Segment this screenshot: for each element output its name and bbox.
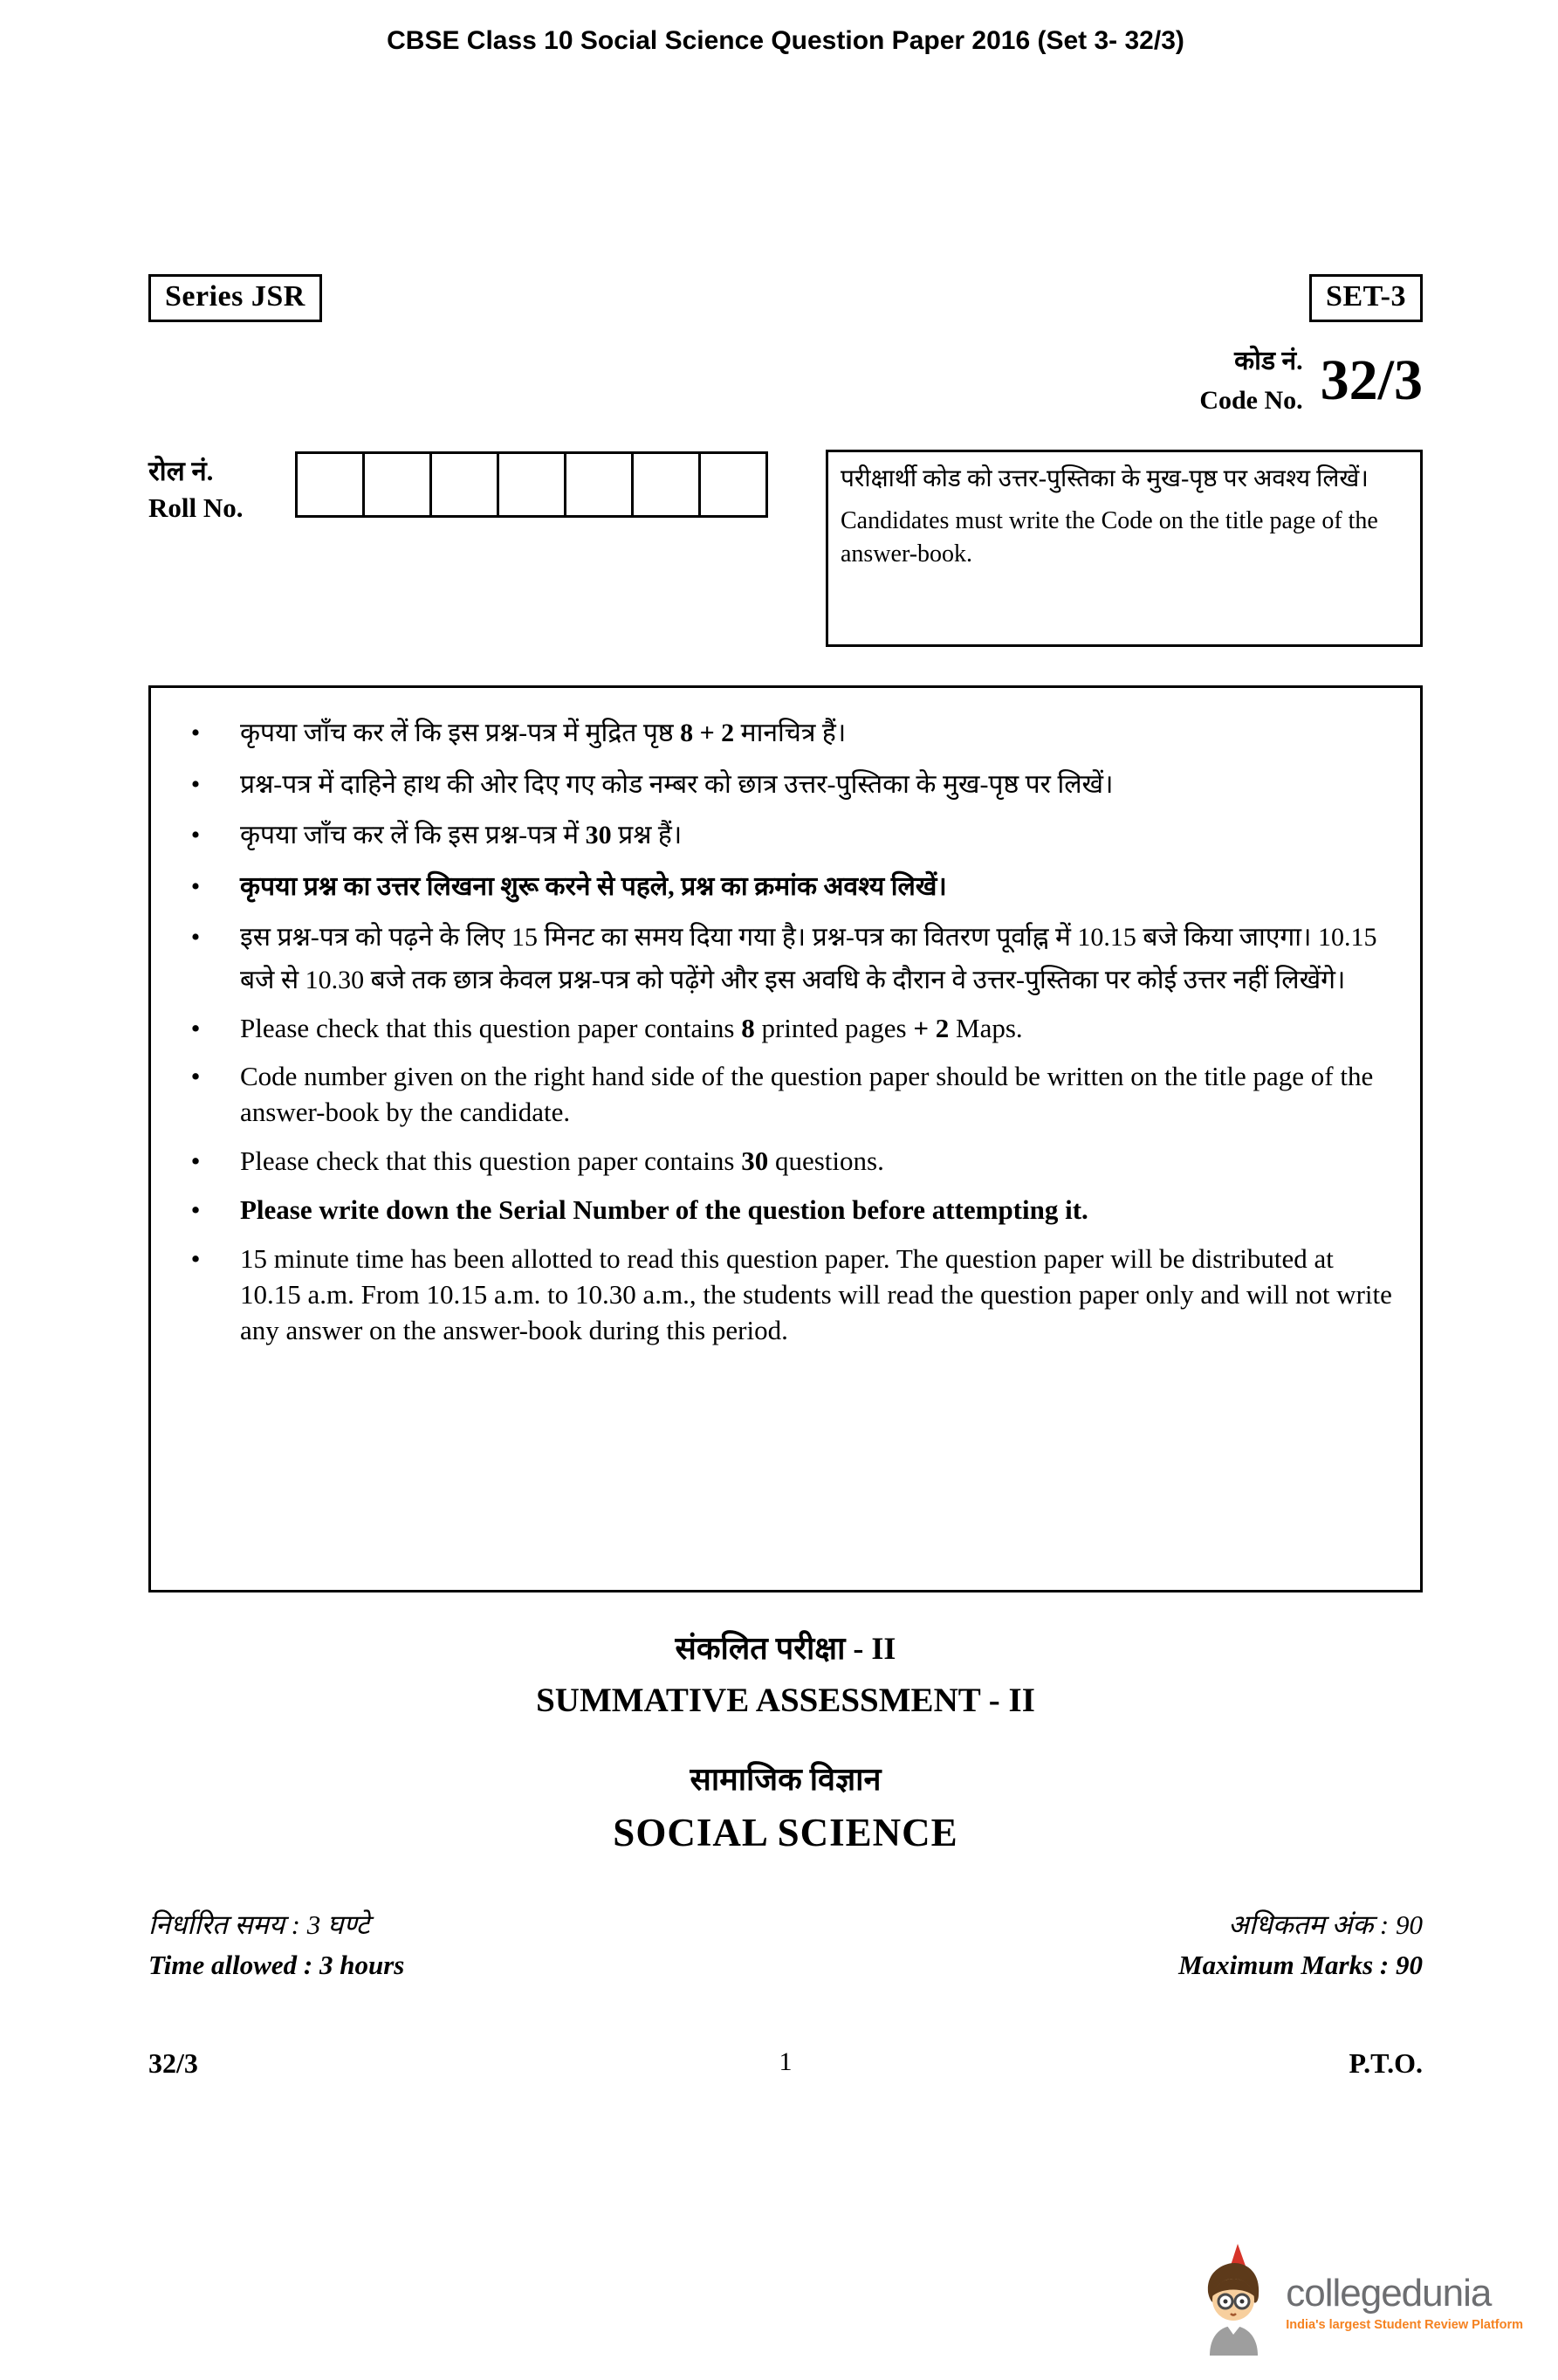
roll-label-english: Roll No. bbox=[148, 492, 244, 523]
logo-tagline: India's largest Student Review Platform bbox=[1286, 2317, 1523, 2332]
roll-number-row bbox=[148, 450, 1423, 647]
instruction-text: प्रश्न-पत्र में दाहिने हाथ की ओर दिए गए कोड नम्बर को छात्र उत्तर-पुस्तिका के मुख-पृष्ठ पर लिखें। bbox=[240, 769, 1114, 799]
logo-brand-text: collegedunia bbox=[1286, 2271, 1492, 2315]
instruction-item bbox=[151, 1242, 1406, 1349]
instruction-item bbox=[151, 712, 1406, 755]
exam-title-english: SUMMATIVE ASSESSMENT - II bbox=[536, 1682, 1035, 1719]
bullet-icon: • bbox=[190, 1061, 201, 1092]
set-badge: SET-3 bbox=[1309, 274, 1423, 322]
code-note-hindi: परीक्षार्थी कोड को उत्तर-पुस्तिका के मुख-पृष्ठ पर अवश्य लिखें। bbox=[841, 465, 1369, 492]
instruction-text: कृपया प्रश्न का उत्तर लिखना शुरू करने से पहले, प्रश्न का क्रमांक अवश्य लिखें। bbox=[240, 871, 947, 901]
meta-row-hindi bbox=[148, 1906, 1423, 1943]
code-number-block bbox=[148, 341, 1423, 420]
code-value: 32/3 bbox=[1320, 348, 1423, 412]
instructions-list bbox=[151, 712, 1406, 1349]
roll-digit-cell[interactable] bbox=[564, 451, 634, 518]
roll-digit-cell[interactable] bbox=[497, 451, 566, 518]
bullet-icon: • bbox=[190, 871, 201, 901]
max-marks-hindi: अधिकतम अंक : 90 bbox=[1228, 1909, 1423, 1940]
footer-page-number: 1 bbox=[779, 2047, 793, 2076]
instruction-item bbox=[151, 917, 1406, 1001]
code-labels bbox=[1199, 341, 1302, 420]
code-label-hindi: कोड नं. bbox=[1234, 347, 1303, 375]
code-label-english: Code No. bbox=[1199, 386, 1303, 415]
exam-title-hindi: संकलित परीक्षा - II bbox=[675, 1631, 896, 1666]
roll-number-boxes bbox=[295, 451, 768, 518]
roll-digit-cell[interactable] bbox=[698, 451, 768, 518]
bullet-icon: • bbox=[190, 1145, 201, 1177]
instruction-text: 15 minute time has been allotted to read this question paper. The question paper will be distributed at 10.15 a.m. From 10.15 a.m. to 10.30 a.m., the students will read the question paper only and will not write any answer on the answer-book during this period. bbox=[240, 1243, 1392, 1345]
instruction-text: कृपया जाँच कर लें कि इस प्रश्न-पत्र में मुद्रित पृष्ठ 8 + 2 मानचित्र हैं। bbox=[240, 719, 847, 747]
instruction-item bbox=[151, 1011, 1406, 1047]
footer-paper-code: 32/3 bbox=[148, 2047, 198, 2079]
logo-text-block bbox=[1286, 2272, 1523, 2332]
bullet-icon: • bbox=[190, 1194, 201, 1226]
footer-pto: P.T.O. bbox=[1349, 2047, 1423, 2079]
instruction-item bbox=[151, 1144, 1406, 1180]
instruction-text: Please check that this question paper contains 8 printed pages + 2 Maps. bbox=[240, 1012, 1023, 1043]
time-allowed-english: Time allowed : 3 hours bbox=[148, 1950, 405, 1980]
subject-title-hindi: सामाजिक विज्ञान bbox=[690, 1762, 882, 1797]
roll-digit-cell[interactable] bbox=[295, 451, 365, 518]
collegedunia-mascot-icon bbox=[1192, 2244, 1275, 2359]
instruction-item bbox=[151, 1059, 1406, 1131]
roll-digit-cell[interactable] bbox=[429, 451, 499, 518]
instruction-text: कृपया जाँच कर लें कि इस प्रश्न-पत्र में 30 प्रश्न हैं। bbox=[240, 821, 683, 850]
roll-labels bbox=[148, 450, 295, 526]
page-title: CBSE Class 10 Social Science Question Paper 2016 (Set 3- 32/3) bbox=[387, 26, 1184, 55]
bullet-icon: • bbox=[190, 769, 201, 799]
roll-digit-cell[interactable] bbox=[631, 451, 701, 518]
instructions-box bbox=[148, 685, 1423, 1592]
bullet-icon: • bbox=[190, 821, 201, 850]
instruction-item bbox=[151, 866, 1406, 909]
time-allowed-hindi: निर्धारित समय : 3 घण्टे bbox=[148, 1909, 370, 1940]
code-note-box bbox=[826, 450, 1423, 647]
roll-digit-cell[interactable] bbox=[362, 451, 432, 518]
bullet-icon: • bbox=[190, 1012, 201, 1043]
instruction-item bbox=[151, 764, 1406, 807]
series-set-row bbox=[148, 274, 1423, 322]
max-marks-english: Maximum Marks : 90 bbox=[1178, 1950, 1423, 1980]
bullet-icon: • bbox=[190, 719, 201, 747]
instruction-text: Please check that this question paper contains 30 questions. bbox=[240, 1145, 884, 1177]
subject-title-english: SOCIAL SCIENCE bbox=[613, 1811, 958, 1854]
bullet-icon: • bbox=[190, 923, 201, 953]
instruction-text: इस प्रश्न-पत्र को पढ़ने के लिए 15 मिनट का समय दिया गया है। प्रश्न-पत्र का वितरण पूर्वाह्न में 10.15 बजे किया जाएगा। 10.15 बजे से 10.30 बजे तक छात्र केवल प्रश्न-पत्र को पढ़ेंगे और इस अवधि के दौरान वे उत्तर-पुस्तिका पर कोई उत्तर नहीं लिखेंगे। bbox=[240, 923, 1377, 994]
meta-row-english bbox=[148, 1950, 1423, 1981]
instruction-text: Please write down the Serial Number of the question before attempting it. bbox=[240, 1194, 1088, 1226]
bullet-icon: • bbox=[190, 1243, 201, 1275]
instruction-text: Code number given on the right hand side of the question paper should be written on the title page of the answer-book by the candidate. bbox=[240, 1061, 1374, 1128]
collegedunia-logo bbox=[1192, 2244, 1523, 2359]
series-badge: Series JSR bbox=[148, 274, 322, 322]
instruction-item bbox=[151, 815, 1406, 857]
roll-label-hindi: रोल नं. bbox=[148, 456, 214, 486]
code-note-english: Candidates must write the Code on the title page of the answer-book. bbox=[841, 507, 1378, 567]
instruction-item bbox=[151, 1193, 1406, 1228]
page-footer bbox=[148, 2047, 1423, 2080]
